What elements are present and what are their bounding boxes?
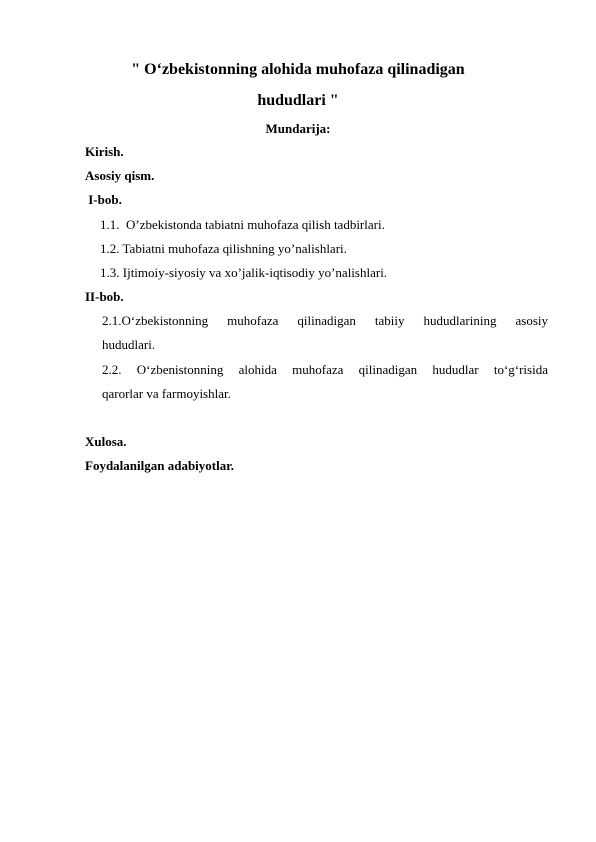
toc-item-1-3: 1.3. Ijtimoiy-siyosiy va xo’jalik-iqtisodiy yo’nalishlari. (100, 265, 388, 280)
toc-intro: Kirish. (85, 144, 124, 159)
document-title-line-2: hududlari " (257, 92, 339, 109)
toc-item-1-1: 1.1. O’zbekistonda tabiatni muhofaza qilish tadbirlari. (100, 217, 385, 232)
toc-chapter-1: I-bob. (85, 192, 122, 207)
toc-item-2-2-line-2: qarorlar va farmoyishlar. (102, 386, 231, 401)
toc-item-2-1-line-2: hududlari. (102, 337, 156, 352)
toc-references: Foydalanilgan adabiyotlar. (85, 458, 235, 473)
document-title-line-1: " O‘zbekistonning alohida muhofaza qilinadigan (131, 61, 465, 78)
toc-conclusion: Xulosa. (85, 434, 127, 449)
toc-chapter-2: II-bob. (85, 289, 124, 304)
contents-heading: Mundarija: (265, 121, 331, 136)
toc-item-2-2-line-1: 2.2. O‘zbenistonning alohida muhofaza qilinadigan hududlar to‘g‘risida (102, 362, 548, 377)
toc-item-1-2: 1.2. Tabiatni muhofaza qilishning yo’nalishlari. (100, 241, 347, 256)
toc-main-part: Asosiy qism. (85, 168, 155, 183)
toc-item-2-1-line-1: 2.1.O‘zbekistonning muhofaza qilinadigan tabiiy hududlarining asosiy (102, 313, 548, 328)
